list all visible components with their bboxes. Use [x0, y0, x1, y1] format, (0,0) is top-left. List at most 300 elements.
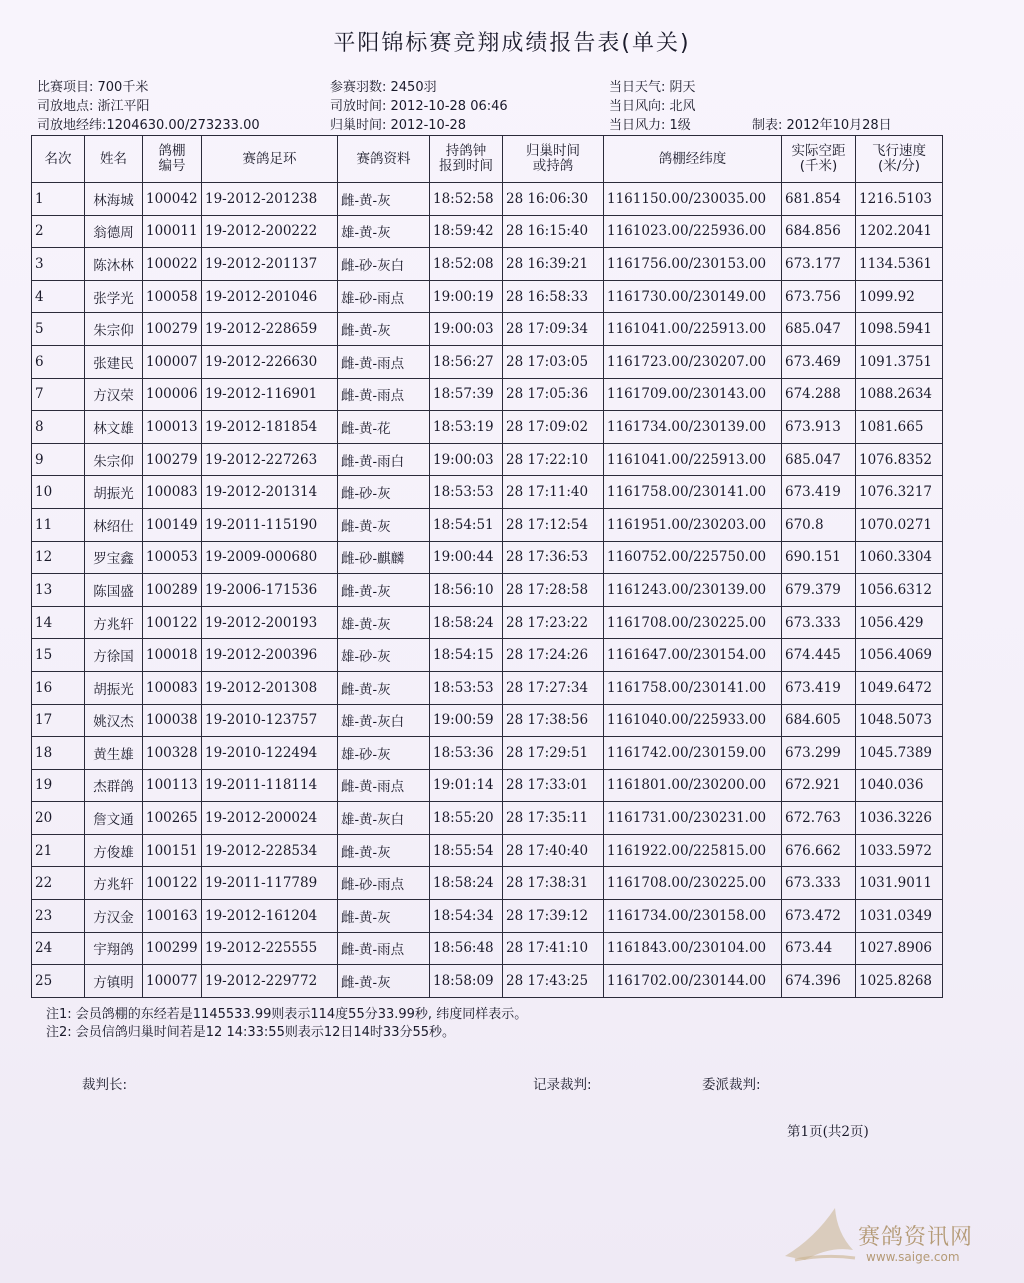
info-return-date: 归巢时间: 2012-10-28 — [330, 118, 467, 133]
info-wind-force: 当日风力: 1级 — [609, 118, 691, 133]
watermark-name: 赛鸽资讯网 — [858, 1225, 974, 1250]
table-row — [32, 215, 943, 248]
cell-loft-id: 100289 — [143, 574, 202, 607]
cell-bird-info: 雄-砂-灰 — [338, 639, 430, 672]
cell-rank: 22 — [32, 867, 85, 900]
cell-name: 胡振光 — [85, 671, 143, 704]
cell-speed: 1045.7389 — [856, 737, 943, 770]
cell-name: 方汉荣 — [85, 378, 143, 411]
table-row — [32, 280, 943, 313]
cell-distance: 673.913 — [782, 411, 856, 444]
cell-rank: 4 — [32, 280, 85, 313]
info-col-race — [37, 78, 260, 135]
results-table — [31, 135, 943, 998]
cell-rank: 13 — [32, 574, 85, 607]
cell-rank: 11 — [32, 508, 85, 541]
cell-loft-coords: 1160752.00/225750.00 — [604, 541, 782, 574]
info-wind-direction: 当日风向: 北风 — [609, 99, 696, 114]
cell-ring-number: 19-2012-201046 — [202, 280, 338, 313]
cell-arrival-time: 28 17:39:12 — [503, 900, 604, 933]
cell-loft-coords: 1161150.00/230035.00 — [604, 183, 782, 216]
cell-loft-id: 100018 — [143, 639, 202, 672]
cell-rank: 6 — [32, 345, 85, 378]
cell-loft-coords: 1161040.00/225933.00 — [604, 704, 782, 737]
cell-name: 翁德周 — [85, 215, 143, 248]
cell-arrival-time: 28 17:24:26 — [503, 639, 604, 672]
column-header: 赛鸽资料 — [338, 136, 430, 183]
cell-speed: 1056.429 — [856, 606, 943, 639]
cell-clock-time: 18:52:08 — [430, 248, 503, 281]
cell-arrival-time: 28 17:28:58 — [503, 574, 604, 607]
cell-speed: 1033.5972 — [856, 834, 943, 867]
cell-name: 詹文通 — [85, 802, 143, 835]
cell-loft-coords: 1161041.00/225913.00 — [604, 313, 782, 346]
cell-bird-info: 雌-黄-雨点 — [338, 769, 430, 802]
cell-bird-info: 雌-砂-灰 — [338, 476, 430, 509]
table-header-row — [32, 136, 943, 183]
cell-bird-info: 雌-黄-灰 — [338, 574, 430, 607]
cell-loft-id: 100042 — [143, 183, 202, 216]
recorder-judge-label: 记录裁判: — [533, 1077, 592, 1093]
cell-bird-info: 雌-黄-灰 — [338, 313, 430, 346]
cell-clock-time: 18:57:39 — [430, 378, 503, 411]
table-row — [32, 443, 943, 476]
cell-bird-info: 雌-砂-麒麟 — [338, 541, 430, 574]
table-row — [32, 476, 943, 509]
cell-name: 黄生雄 — [85, 737, 143, 770]
cell-distance: 672.921 — [782, 769, 856, 802]
cell-rank: 7 — [32, 378, 85, 411]
column-header: 归巢时间 或持鸽 — [503, 136, 604, 183]
cell-clock-time: 18:54:15 — [430, 639, 503, 672]
cell-clock-time: 19:00:19 — [430, 280, 503, 313]
cell-arrival-time: 28 16:06:30 — [503, 183, 604, 216]
cell-ring-number: 19-2012-200222 — [202, 215, 338, 248]
cell-distance: 672.763 — [782, 802, 856, 835]
cell-arrival-time: 28 17:09:34 — [503, 313, 604, 346]
info-release-place: 司放地点: 浙江平阳 — [37, 99, 150, 114]
cell-ring-number: 19-2012-116901 — [202, 378, 338, 411]
cell-clock-time: 18:56:10 — [430, 574, 503, 607]
cell-clock-time: 18:58:24 — [430, 606, 503, 639]
cell-loft-coords: 1161742.00/230159.00 — [604, 737, 782, 770]
cell-rank: 1 — [32, 183, 85, 216]
cell-bird-info: 雌-砂-灰白 — [338, 248, 430, 281]
info-release-time: 司放时间: 2012-10-28 06:46 — [330, 99, 508, 114]
cell-loft-id: 100279 — [143, 313, 202, 346]
cell-clock-time: 18:55:54 — [430, 834, 503, 867]
cell-arrival-time: 28 17:29:51 — [503, 737, 604, 770]
cell-bird-info: 雌-黄-雨点 — [338, 932, 430, 965]
cell-rank: 16 — [32, 671, 85, 704]
cell-bird-info: 雌-黄-灰 — [338, 508, 430, 541]
cell-speed: 1049.6472 — [856, 671, 943, 704]
cell-speed: 1076.8352 — [856, 443, 943, 476]
cell-rank: 14 — [32, 606, 85, 639]
cell-loft-id: 100265 — [143, 802, 202, 835]
cell-distance: 681.854 — [782, 183, 856, 216]
cell-clock-time: 18:53:36 — [430, 737, 503, 770]
cell-loft-coords: 1161801.00/230200.00 — [604, 769, 782, 802]
table-row — [32, 639, 943, 672]
cell-distance: 673.472 — [782, 900, 856, 933]
cell-bird-info: 雄-黄-灰白 — [338, 704, 430, 737]
cell-speed: 1036.3226 — [856, 802, 943, 835]
cell-clock-time: 19:00:44 — [430, 541, 503, 574]
info-col-time — [330, 78, 508, 135]
cell-loft-coords: 1161702.00/230144.00 — [604, 965, 782, 998]
cell-loft-id: 100299 — [143, 932, 202, 965]
cell-speed: 1060.3304 — [856, 541, 943, 574]
cell-clock-time: 18:56:27 — [430, 345, 503, 378]
cell-speed: 1098.5941 — [856, 313, 943, 346]
cell-clock-time: 18:53:53 — [430, 476, 503, 509]
cell-ring-number: 19-2012-161204 — [202, 900, 338, 933]
cell-name: 方徐国 — [85, 639, 143, 672]
cell-arrival-time: 28 17:12:54 — [503, 508, 604, 541]
cell-rank: 8 — [32, 411, 85, 444]
table-row — [32, 671, 943, 704]
cell-clock-time: 19:00:03 — [430, 313, 503, 346]
cell-arrival-time: 28 17:11:40 — [503, 476, 604, 509]
cell-name: 林绍仕 — [85, 508, 143, 541]
cell-ring-number: 19-2012-200193 — [202, 606, 338, 639]
cell-speed: 1099.92 — [856, 280, 943, 313]
cell-clock-time: 18:56:48 — [430, 932, 503, 965]
cell-name: 胡振光 — [85, 476, 143, 509]
cell-speed: 1056.4069 — [856, 639, 943, 672]
notes — [46, 1006, 527, 1042]
cell-loft-coords: 1161041.00/225913.00 — [604, 443, 782, 476]
cell-bird-info: 雌-黄-灰 — [338, 965, 430, 998]
cell-ring-number: 19-2010-123757 — [202, 704, 338, 737]
table-row — [32, 574, 943, 607]
cell-clock-time: 19:01:14 — [430, 769, 503, 802]
cell-clock-time: 18:53:53 — [430, 671, 503, 704]
column-header: 名次 — [32, 136, 85, 183]
cell-loft-coords: 1161723.00/230207.00 — [604, 345, 782, 378]
cell-loft-id: 100279 — [143, 443, 202, 476]
cell-name: 朱宗仰 — [85, 313, 143, 346]
cell-ring-number: 19-2012-201137 — [202, 248, 338, 281]
cell-arrival-time: 28 17:22:10 — [503, 443, 604, 476]
cell-loft-coords: 1161730.00/230149.00 — [604, 280, 782, 313]
cell-distance: 679.379 — [782, 574, 856, 607]
table-row — [32, 834, 943, 867]
cell-rank: 19 — [32, 769, 85, 802]
cell-name: 杰群鸽 — [85, 769, 143, 802]
delegate-judge-label: 委派裁判: — [702, 1077, 761, 1093]
table-row — [32, 769, 943, 802]
cell-clock-time: 18:54:51 — [430, 508, 503, 541]
cell-distance: 685.047 — [782, 443, 856, 476]
cell-name: 陈沐林 — [85, 248, 143, 281]
cell-clock-time: 18:55:20 — [430, 802, 503, 835]
table-row — [32, 541, 943, 574]
cell-distance: 673.333 — [782, 606, 856, 639]
cell-arrival-time: 28 17:36:53 — [503, 541, 604, 574]
cell-bird-info: 雄-黄-灰 — [338, 606, 430, 639]
table-row — [32, 248, 943, 281]
cell-bird-info: 雌-黄-雨点 — [338, 378, 430, 411]
chief-judge-label: 裁判长: — [82, 1077, 128, 1093]
cell-bird-info: 雌-黄-灰 — [338, 671, 430, 704]
cell-speed: 1134.5361 — [856, 248, 943, 281]
cell-distance: 674.396 — [782, 965, 856, 998]
cell-speed: 1031.9011 — [856, 867, 943, 900]
column-header: 飞行速度 (米/分) — [856, 136, 943, 183]
cell-speed: 1076.3217 — [856, 476, 943, 509]
cell-rank: 2 — [32, 215, 85, 248]
report-title: 平阳锦标赛竞翔成绩报告表(单关) — [333, 31, 691, 56]
cell-loft-coords: 1161731.00/230231.00 — [604, 802, 782, 835]
cell-ring-number: 19-2012-201238 — [202, 183, 338, 216]
cell-speed: 1202.2041 — [856, 215, 943, 248]
cell-distance: 673.44 — [782, 932, 856, 965]
cell-distance: 684.605 — [782, 704, 856, 737]
cell-arrival-time: 28 17:38:31 — [503, 867, 604, 900]
cell-loft-coords: 1161734.00/230139.00 — [604, 411, 782, 444]
column-header: 赛鸽足环 — [202, 136, 338, 183]
table-row — [32, 313, 943, 346]
cell-speed: 1025.8268 — [856, 965, 943, 998]
table-body — [32, 183, 943, 998]
cell-clock-time: 19:00:03 — [430, 443, 503, 476]
cell-distance: 673.177 — [782, 248, 856, 281]
cell-bird-info: 雄-黄-灰 — [338, 215, 430, 248]
cell-clock-time: 18:52:58 — [430, 183, 503, 216]
cell-bird-info: 雄-黄-灰白 — [338, 802, 430, 835]
info-made-date: 制表: 2012年10月28日 — [752, 118, 892, 133]
cell-speed: 1048.5073 — [856, 704, 943, 737]
cell-rank: 9 — [32, 443, 85, 476]
cell-clock-time: 19:00:59 — [430, 704, 503, 737]
cell-speed: 1081.665 — [856, 411, 943, 444]
cell-bird-info: 雄-砂-灰 — [338, 737, 430, 770]
cell-arrival-time: 28 17:43:25 — [503, 965, 604, 998]
cell-name: 方兆轩 — [85, 606, 143, 639]
cell-loft-coords: 1161734.00/230158.00 — [604, 900, 782, 933]
cell-ring-number: 19-2012-228659 — [202, 313, 338, 346]
cell-speed: 1088.2634 — [856, 378, 943, 411]
column-header: 实际空距 (千米) — [782, 136, 856, 183]
table-row — [32, 183, 943, 216]
cell-arrival-time: 28 17:27:34 — [503, 671, 604, 704]
cell-arrival-time: 28 16:58:33 — [503, 280, 604, 313]
cell-arrival-time: 28 17:23:22 — [503, 606, 604, 639]
cell-ring-number: 19-2012-200396 — [202, 639, 338, 672]
table-row — [32, 411, 943, 444]
info-col-weather — [609, 78, 696, 135]
table-row — [32, 704, 943, 737]
table-row — [32, 900, 943, 933]
cell-loft-coords: 1161758.00/230141.00 — [604, 476, 782, 509]
cell-ring-number: 19-2011-117789 — [202, 867, 338, 900]
cell-bird-info: 雄-砂-雨点 — [338, 280, 430, 313]
cell-distance: 674.445 — [782, 639, 856, 672]
cell-distance: 673.419 — [782, 671, 856, 704]
cell-loft-id: 100113 — [143, 769, 202, 802]
column-header: 鸽棚 编号 — [143, 136, 202, 183]
info-weather: 当日天气: 阴天 — [609, 80, 696, 95]
cell-speed: 1027.8906 — [856, 932, 943, 965]
cell-rank: 23 — [32, 900, 85, 933]
table-row — [32, 737, 943, 770]
table-row — [32, 508, 943, 541]
cell-bird-info: 雌-黄-雨点 — [338, 345, 430, 378]
cell-loft-id: 100122 — [143, 867, 202, 900]
cell-loft-coords: 1161023.00/225936.00 — [604, 215, 782, 248]
cell-name: 林海城 — [85, 183, 143, 216]
note-longitude: 注1: 会员鸽棚的东经若是1145533.99则表示114度55分33.99秒, 纬度同样表示。 — [46, 1007, 528, 1022]
cell-loft-coords: 1161647.00/230154.00 — [604, 639, 782, 672]
cell-arrival-time: 28 17:05:36 — [503, 378, 604, 411]
cell-loft-coords: 1161709.00/230143.00 — [604, 378, 782, 411]
table-row — [32, 606, 943, 639]
cell-loft-id: 100011 — [143, 215, 202, 248]
cell-loft-id: 100083 — [143, 476, 202, 509]
cell-clock-time: 18:58:09 — [430, 965, 503, 998]
cell-rank: 12 — [32, 541, 85, 574]
cell-distance: 673.333 — [782, 867, 856, 900]
cell-bird-info: 雌-黄-花 — [338, 411, 430, 444]
cell-clock-time: 18:53:19 — [430, 411, 503, 444]
cell-rank: 24 — [32, 932, 85, 965]
cell-name: 宇翔鸽 — [85, 932, 143, 965]
cell-loft-id: 100122 — [143, 606, 202, 639]
cell-rank: 21 — [32, 834, 85, 867]
cell-ring-number: 19-2010-122494 — [202, 737, 338, 770]
cell-distance: 685.047 — [782, 313, 856, 346]
cell-loft-id: 100163 — [143, 900, 202, 933]
info-release-coords: 司放地经纬:1204630.00/273233.00 — [37, 118, 260, 133]
table-row — [32, 378, 943, 411]
page-number: 第1页(共2页) — [787, 1124, 869, 1140]
table-row — [32, 802, 943, 835]
cell-loft-id: 100328 — [143, 737, 202, 770]
cell-loft-coords: 1161843.00/230104.00 — [604, 932, 782, 965]
cell-distance: 670.8 — [782, 508, 856, 541]
cell-ring-number: 19-2012-227263 — [202, 443, 338, 476]
info-race-item: 比赛项目: 700千米 — [37, 80, 149, 95]
cell-loft-id: 100058 — [143, 280, 202, 313]
cell-name: 方汉金 — [85, 900, 143, 933]
cell-clock-time: 18:59:42 — [430, 215, 503, 248]
cell-rank: 5 — [32, 313, 85, 346]
cell-ring-number: 19-2012-181854 — [202, 411, 338, 444]
cell-rank: 10 — [32, 476, 85, 509]
cell-distance: 674.288 — [782, 378, 856, 411]
cell-name: 方俊雄 — [85, 834, 143, 867]
cell-ring-number: 19-2006-171536 — [202, 574, 338, 607]
cell-ring-number: 19-2012-225555 — [202, 932, 338, 965]
cell-loft-id: 100149 — [143, 508, 202, 541]
cell-loft-coords: 1161922.00/225815.00 — [604, 834, 782, 867]
cell-distance: 684.856 — [782, 215, 856, 248]
cell-speed: 1031.0349 — [856, 900, 943, 933]
cell-arrival-time: 28 16:15:40 — [503, 215, 604, 248]
cell-ring-number: 19-2012-226630 — [202, 345, 338, 378]
cell-loft-coords: 1161951.00/230203.00 — [604, 508, 782, 541]
cell-distance: 673.756 — [782, 280, 856, 313]
cell-rank: 18 — [32, 737, 85, 770]
cell-rank: 3 — [32, 248, 85, 281]
cell-loft-coords: 1161758.00/230141.00 — [604, 671, 782, 704]
cell-loft-id: 100151 — [143, 834, 202, 867]
cell-arrival-time: 28 16:39:21 — [503, 248, 604, 281]
cell-bird-info: 雌-黄-灰 — [338, 834, 430, 867]
cell-arrival-time: 28 17:40:40 — [503, 834, 604, 867]
cell-bird-info: 雌-黄-灰 — [338, 183, 430, 216]
cell-name: 陈国盛 — [85, 574, 143, 607]
cell-bird-info: 雌-砂-雨点 — [338, 867, 430, 900]
table-row — [32, 345, 943, 378]
cell-distance: 673.419 — [782, 476, 856, 509]
column-header: 鸽棚经纬度 — [604, 136, 782, 183]
cell-speed: 1091.3751 — [856, 345, 943, 378]
cell-loft-coords: 1161708.00/230225.00 — [604, 606, 782, 639]
cell-loft-id: 100077 — [143, 965, 202, 998]
cell-loft-id: 100007 — [143, 345, 202, 378]
cell-clock-time: 18:54:34 — [430, 900, 503, 933]
cell-ring-number: 19-2012-201314 — [202, 476, 338, 509]
cell-clock-time: 18:58:24 — [430, 867, 503, 900]
cell-arrival-time: 28 17:03:05 — [503, 345, 604, 378]
cell-arrival-time: 28 17:09:02 — [503, 411, 604, 444]
cell-name: 姚汉杰 — [85, 704, 143, 737]
watermark-url: www.saige.com — [866, 1250, 960, 1264]
cell-name: 张建民 — [85, 345, 143, 378]
cell-ring-number: 19-2012-200024 — [202, 802, 338, 835]
cell-rank: 17 — [32, 704, 85, 737]
cell-name: 罗宝鑫 — [85, 541, 143, 574]
cell-loft-id: 100083 — [143, 671, 202, 704]
cell-loft-id: 100053 — [143, 541, 202, 574]
cell-arrival-time: 28 17:33:01 — [503, 769, 604, 802]
column-header: 持鸽钟 报到时间 — [430, 136, 503, 183]
cell-rank: 20 — [32, 802, 85, 835]
cell-ring-number: 19-2012-201308 — [202, 671, 338, 704]
cell-loft-coords: 1161708.00/230225.00 — [604, 867, 782, 900]
cell-name: 林文雄 — [85, 411, 143, 444]
cell-ring-number: 19-2011-115190 — [202, 508, 338, 541]
cell-speed: 1040.036 — [856, 769, 943, 802]
table-row — [32, 867, 943, 900]
cell-loft-id: 100038 — [143, 704, 202, 737]
cell-speed: 1056.6312 — [856, 574, 943, 607]
cell-ring-number: 19-2011-118114 — [202, 769, 338, 802]
table-row — [32, 932, 943, 965]
note-return-time: 注2: 会员信鸽归巢时间若是12 14:33:55则表示12日14时33分55秒。 — [46, 1025, 456, 1040]
cell-distance: 690.151 — [782, 541, 856, 574]
cell-name: 方兆轩 — [85, 867, 143, 900]
cell-arrival-time: 28 17:41:10 — [503, 932, 604, 965]
cell-bird-info: 雌-黄-灰 — [338, 900, 430, 933]
cell-speed: 1216.5103 — [856, 183, 943, 216]
cell-arrival-time: 28 17:35:11 — [503, 802, 604, 835]
cell-rank: 15 — [32, 639, 85, 672]
cell-distance: 676.662 — [782, 834, 856, 867]
cell-loft-coords: 1161756.00/230153.00 — [604, 248, 782, 281]
table-row — [32, 965, 943, 998]
cell-loft-id: 100022 — [143, 248, 202, 281]
cell-name: 方镇明 — [85, 965, 143, 998]
cell-bird-info: 雌-黄-雨白 — [338, 443, 430, 476]
cell-loft-id: 100013 — [143, 411, 202, 444]
cell-loft-id: 100006 — [143, 378, 202, 411]
cell-name: 张学光 — [85, 280, 143, 313]
cell-ring-number: 19-2012-229772 — [202, 965, 338, 998]
